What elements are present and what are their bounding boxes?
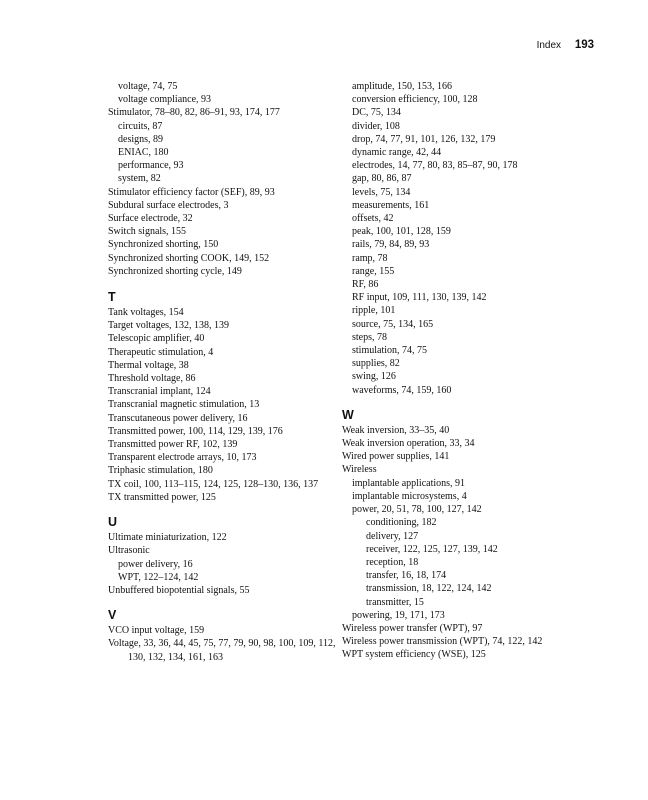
index-entry: Subdural surface electrodes, 3 — [108, 199, 229, 211]
index-entry: Transmitted power RF, 102, 139 — [108, 439, 238, 451]
index-entry: delivery, 127 — [366, 530, 419, 542]
letter-heading-w: W — [342, 407, 354, 422]
index-entry: stimulation, 74, 75 — [352, 345, 427, 357]
index-entry: Transparent electrode arrays, 10, 173 — [108, 452, 257, 464]
index-entry: swing, 126 — [352, 371, 396, 383]
index-entry: voltage compliance, 93 — [118, 94, 212, 106]
running-header — [537, 39, 594, 51]
index-entry: circuits, 87 — [118, 120, 163, 132]
index-entry: Wireless — [342, 464, 377, 476]
index-entry: range, 155 — [352, 265, 395, 277]
letter-heading-u: U — [108, 515, 118, 530]
index-entry: Wired power supplies, 141 — [342, 451, 450, 463]
index-entry: performance, 93 — [118, 160, 184, 172]
index-entry: waveforms, 74, 159, 160 — [352, 384, 452, 396]
index-entry: transmission, 18, 122, 124, 142 — [366, 583, 492, 595]
index-entry: WPT, 122–124, 142 — [118, 571, 199, 583]
index-entry: transmitter, 15 — [366, 596, 424, 608]
index-entry: Weak inversion operation, 33, 34 — [342, 438, 475, 450]
index-entry: Wireless power transmission (WPT), 74, 122, 142 — [342, 636, 543, 648]
index-entry: Triphasic stimulation, 180 — [108, 465, 213, 477]
index-entry: Threshold voltage, 86 — [108, 373, 196, 385]
index-entry: transfer, 16, 18, 174 — [366, 570, 447, 582]
index-entry: Synchronized shorting COOK, 149, 152 — [108, 252, 270, 264]
index-block — [342, 80, 602, 397]
index-entry: rails, 79, 84, 89, 93 — [352, 239, 430, 251]
index-entry: DC, 75, 134 — [352, 107, 401, 119]
index-entry: Transmitted power, 100, 114, 129, 139, 176 — [108, 425, 283, 437]
index-entry: RF input, 109, 111, 130, 139, 142 — [352, 292, 487, 304]
index-entry: divider, 108 — [352, 120, 400, 132]
index-entry: Weak inversion, 33–35, 40 — [342, 424, 450, 436]
index-block — [108, 531, 338, 597]
section-label: Index — [536, 40, 562, 51]
index-entry: Tank voltages, 154 — [108, 307, 184, 319]
index-block — [108, 624, 338, 664]
index-entry: power delivery, 16 — [118, 558, 193, 570]
index-entry: ramp, 78 — [352, 252, 388, 264]
index-entry: receiver, 122, 125, 127, 139, 142 — [366, 543, 498, 555]
index-entry: Stimulator, 78–80, 82, 86–91, 93, 174, 177 — [108, 107, 280, 119]
index-entry: Ultrasonic — [108, 545, 150, 557]
page-number: 193 — [574, 39, 594, 51]
letter-heading-v: V — [108, 608, 117, 623]
index-entry: RF, 86 — [352, 279, 379, 291]
index-entry: designs, 89 — [118, 133, 163, 145]
index-entry: electrodes, 14, 77, 80, 83, 85–87, 90, 178 — [352, 160, 518, 172]
index-entry: Unbuffered biopotential signals, 55 — [108, 584, 250, 596]
index-entry: TX coil, 100, 113–115, 124, 125, 128–130, 136, 137 — [108, 478, 319, 490]
letter-heading-t: T — [108, 290, 116, 305]
index-entry: Synchronized shorting cycle, 149 — [108, 265, 242, 277]
index-entry: conversion efficiency, 100, 128 — [352, 94, 478, 106]
index-entry: Therapeutic stimulation, 4 — [108, 346, 214, 358]
index-entry: peak, 100, 101, 128, 159 — [352, 226, 451, 238]
index-entry: Thermal voltage, 38 — [108, 359, 189, 371]
index-entry: TX transmitted power, 125 — [108, 491, 216, 503]
index-entry: Telescopic amplifier, 40 — [108, 333, 205, 345]
index-entry: source, 75, 134, 165 — [352, 318, 434, 330]
index-entry: Voltage, 33, 36, 44, 45, 75, 77, 79, 90, 98, 100, 109, 112, 130, 132, 134, 161, 163 — [108, 638, 336, 663]
index-entry: ENIAC, 180 — [118, 147, 169, 159]
index-entry: Target voltages, 132, 138, 139 — [108, 320, 230, 332]
index-block — [108, 80, 338, 278]
index-entry: gap, 80, 86, 87 — [352, 173, 412, 185]
index-entry: levels, 75, 134 — [352, 186, 411, 198]
index-entry: Ultimate miniaturization, 122 — [108, 532, 227, 544]
index-entry: Surface electrode, 32 — [108, 213, 193, 225]
index-entry: powering, 19, 171, 173 — [352, 609, 445, 621]
index-column-left — [108, 80, 338, 664]
index-entry: offsets, 42 — [352, 213, 394, 225]
index-entry: power, 20, 51, 78, 100, 127, 142 — [352, 504, 482, 516]
index-entry: Transcranial magnetic stimulation, 13 — [108, 399, 260, 411]
index-entry: ripple, 101 — [352, 305, 396, 317]
index-entry: measurements, 161 — [352, 199, 430, 211]
index-entry: dynamic range, 42, 44 — [352, 147, 442, 159]
index-entry: WPT system efficiency (WSE), 125 — [342, 649, 486, 661]
index-entry: reception, 18 — [366, 556, 419, 568]
index-entry: Switch signals, 155 — [108, 226, 187, 238]
index-entry: voltage, 74, 75 — [118, 81, 178, 92]
index-entry: Wireless power transfer (WPT), 97 — [342, 622, 483, 634]
index-entry: steps, 78 — [352, 331, 387, 343]
index-entry: amplitude, 150, 153, 166 — [352, 81, 452, 92]
index-column-right — [342, 80, 602, 662]
index-entry: Transcutaneous power delivery, 16 — [108, 412, 248, 424]
index-entry: Transcranial implant, 124 — [108, 386, 211, 398]
index-block — [342, 424, 602, 662]
index-entry: Synchronized shorting, 150 — [108, 239, 219, 251]
index-entry: implantable microsystems, 4 — [352, 490, 467, 502]
index-entry: drop, 74, 77, 91, 101, 126, 132, 179 — [352, 133, 496, 145]
index-entry: VCO input voltage, 159 — [108, 625, 205, 637]
index-entry: system, 82 — [118, 173, 161, 185]
index-entry: supplies, 82 — [352, 358, 400, 370]
index-block — [108, 306, 338, 504]
index-entry: Stimulator efficiency factor (SEF), 89, 93 — [108, 186, 275, 198]
index-entry: conditioning, 182 — [366, 517, 437, 529]
index-entry: implantable applications, 91 — [352, 477, 466, 489]
